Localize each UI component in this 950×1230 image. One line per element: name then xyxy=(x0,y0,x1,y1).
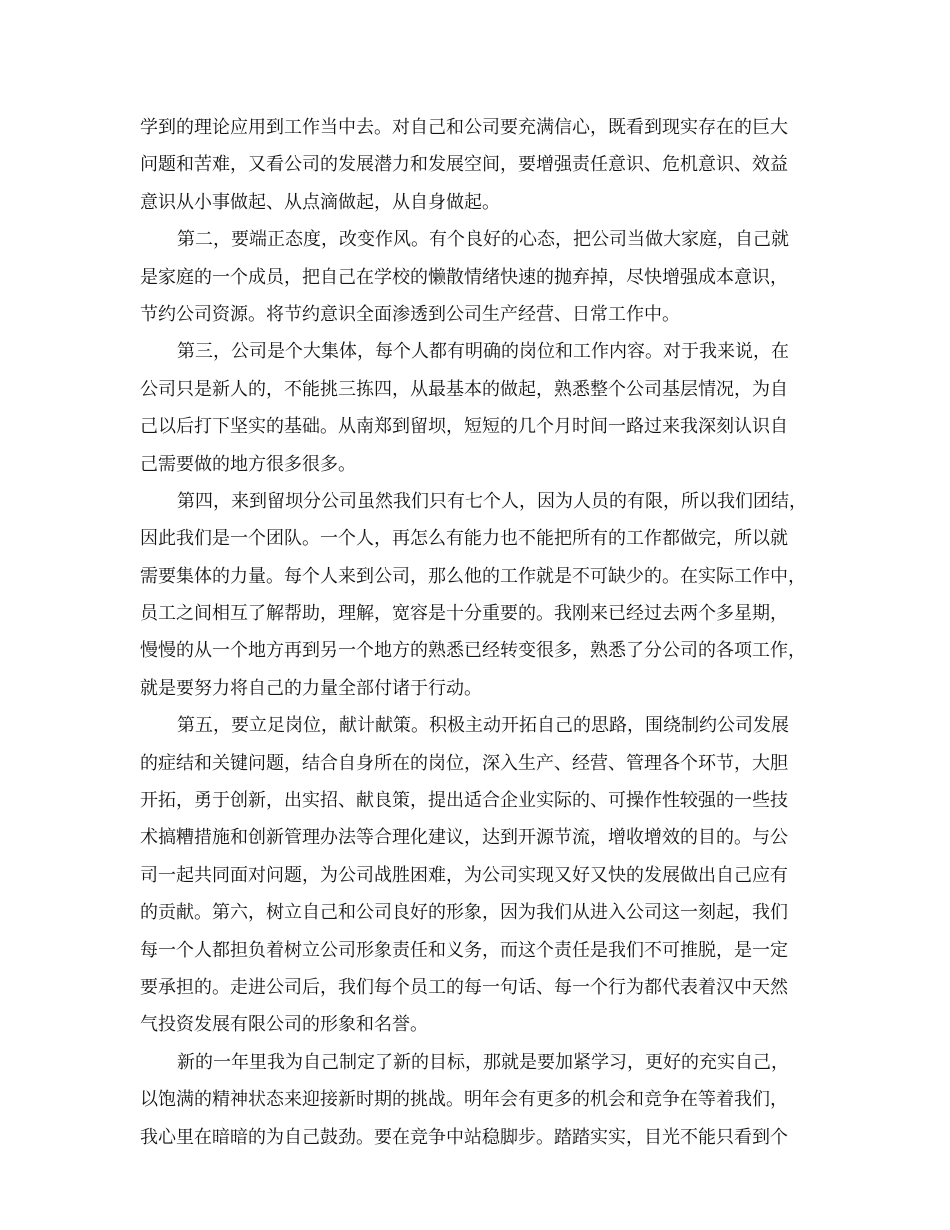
text-line: 需要集体的力量。每个人来到公司，那么他的工作就是不可缺少的。在实际工作中， xyxy=(140,565,806,587)
text-line: 己以后打下坚实的基础。从南郑到留坝，短短的几个月时间一路过来我深刻认识自 xyxy=(140,416,788,438)
text-line: 的贡献。第六，树立自己和公司良好的形象，因为我们从进入公司这一刻起，我们 xyxy=(140,902,788,924)
text-line: 气投资发展有限公司的形象和名誉。 xyxy=(140,1014,428,1036)
text-line: 术搞糟措施和创新管理办法等合理化建议，达到开源节流，增收增效的目的。与公 xyxy=(140,827,788,849)
paragraph-first-line: 新的一年里我为自己制定了新的目标，那就是要加紧学习，更好的充实自己， xyxy=(177,1051,789,1073)
paragraph-first-line: 第四，来到留坝分公司虽然我们只有七个人，因为人员的有限，所以我们团结， xyxy=(177,490,807,512)
text-line: 开拓，勇于创新，出实招、献良策，提出适合企业实际的、可操作性较强的一些技 xyxy=(140,790,788,812)
text-line: 问题和苦难，又看公司的发展潜力和发展空间，要增强责任意识、危机意识、效益 xyxy=(140,154,788,176)
paragraph-first-line: 第二，要端正态度，改变作风。有个良好的心态，把公司当做大家庭，自己就 xyxy=(177,229,789,251)
text-line: 因此我们是一个团队。一个人，再怎么有能力也不能把所有的工作都做完，所以就 xyxy=(140,528,788,550)
text-line: 己需要做的地方很多很多。 xyxy=(140,453,356,475)
text-line: 学到的理论应用到工作当中去。对自己和公司要充满信心，既看到现实存在的巨大 xyxy=(140,117,788,138)
text-line: 的症结和关键问题，结合自身所在的岗位，深入生产、经营、管理各个环节，大胆 xyxy=(140,752,788,774)
text-line: 节约公司资源。将节约意识全面渗透到公司生产经营、日常工作中。 xyxy=(140,303,680,325)
paragraph-first-line: 第五，要立足岗位，献计献策。积极主动开拓自己的思路，围绕制约公司发展 xyxy=(177,715,789,737)
text-line: 慢慢的从一个地方再到另一个地方的熟悉已经转变很多，熟悉了分公司的各项工作， xyxy=(140,640,806,662)
text-line: 我心里在暗暗的为自己鼓劲。要在竞争中站稳脚步。踏踏实实，目光不能只看到个 xyxy=(140,1126,788,1148)
text-line: 就是要努力将自己的力量全部付诸于行动。 xyxy=(140,677,482,699)
text-line: 员工之间相互了解帮助，理解，宽容是十分重要的。我刚来已经过去两个多星期， xyxy=(140,603,788,625)
text-line: 以饱满的精神状态来迎接新时期的挑战。明年会有更多的机会和竞争在等着我们， xyxy=(140,1089,788,1111)
text-line: 司一起共同面对问题，为公司战胜困难，为公司实现又好又快的发展做出自己应有 xyxy=(140,864,788,886)
text-line: 每一个人都担负着树立公司形象责任和义务，而这个责任是我们不可推脱，是一定 xyxy=(140,939,788,961)
paragraph-first-line: 第三，公司是个大集体，每个人都有明确的岗位和工作内容。对于我来说，在 xyxy=(177,341,789,363)
text-line: 要承担的。走进公司后，我们每个员工的每一句话、每一个行为都代表着汉中天然 xyxy=(140,976,788,998)
body-text xyxy=(140,109,830,1156)
text-line: 意识从小事做起、从点滴做起，从自身做起。 xyxy=(140,191,500,213)
text-line: 是家庭的一个成员，把自己在学校的懒散情绪快速的抛弃掉，尽快增强成本意识， xyxy=(140,266,788,288)
text-line: 公司只是新人的，不能挑三拣四，从最基本的做起，熟悉整个公司基层情况，为自 xyxy=(140,378,788,400)
